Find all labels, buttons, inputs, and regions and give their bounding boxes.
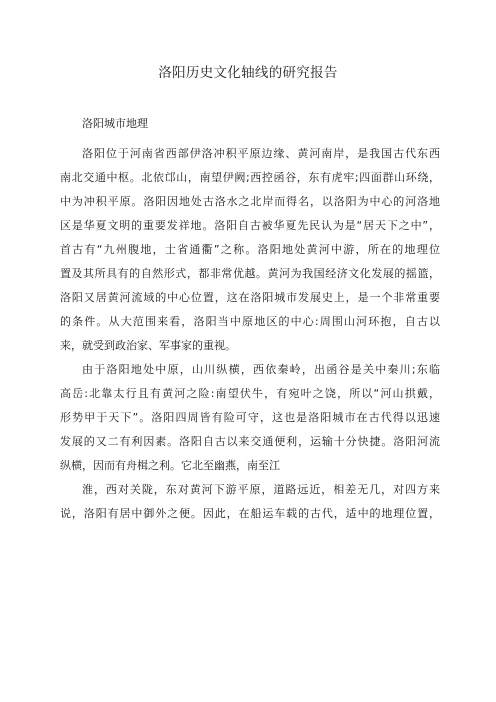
paragraph-line: 的条件。从大范围来看，洛阳当中原地区的中心:周围山河环抱，自古以 [60, 315, 440, 328]
paragraph-line: 洛阳又居黄河流域的中心位置，这在洛阳城市发展史上，是一个非常重要 [60, 291, 440, 304]
section-heading: 洛阳城市地理 [82, 117, 148, 130]
paragraph-line: 说，洛阳有居中御外之便。因此，在船运车载的古代，适中的地理位置， [60, 507, 440, 520]
paragraph-line: 置及其所具有的自然形式，都非常优越。黄河为我国经济文化发展的摇篮， [60, 267, 440, 280]
paragraph-line: 高岳:北靠太行且有黄河之险:南望伏牛，有宛叶之饶，所以“河山拱戴， [60, 387, 440, 400]
paragraph-line: 形势甲于天下”。洛阳四周皆有险可守，这也是洛阳城市在古代得以迅速 [60, 411, 440, 424]
document-title: 洛阳历史文化轴线的研究报告 [158, 65, 338, 81]
paragraph-line: 纵横，因而有舟楫之利。它北至幽燕，南至江 [60, 459, 280, 472]
paragraph-line: 来，就受到政治家、军事家的重视。 [60, 339, 236, 352]
paragraph-line: 中为冲积平原。洛阳因地处古洛水之北岸而得名，以洛阳为中心的河洛地 [60, 195, 440, 208]
paragraph-line: 区是华夏文明的重要发祥地。洛阳自古被华夏先民认为是“居天下之中”， [60, 219, 440, 232]
paragraph-line: 淮，西对关陇，东对黄河下游平原，道路远近，相差无几，对四方来 [82, 483, 440, 496]
paragraph-line: 发展的又二有利因素。洛阳自古以来交通便利，运输十分快捷。洛阳河流 [60, 435, 440, 448]
paragraph-line: 首古有“九州腹地，士省通衢”之称。洛阳地处黄河中游，所在的地理位 [60, 243, 440, 256]
paragraph-line: 由于洛阳地处中原，山川纵横，西依秦岭，出函谷是关中秦川;东临 [82, 363, 440, 376]
paragraph-line: 洛阳位于河南省西部伊洛冲积平原边缘、黄河南岸，是我国古代东西 [82, 147, 440, 160]
paragraph-line: 南北交通中枢。北依邙山，南望伊阙;西控函谷，东有虎牢;四面群山环绕， [60, 171, 440, 184]
